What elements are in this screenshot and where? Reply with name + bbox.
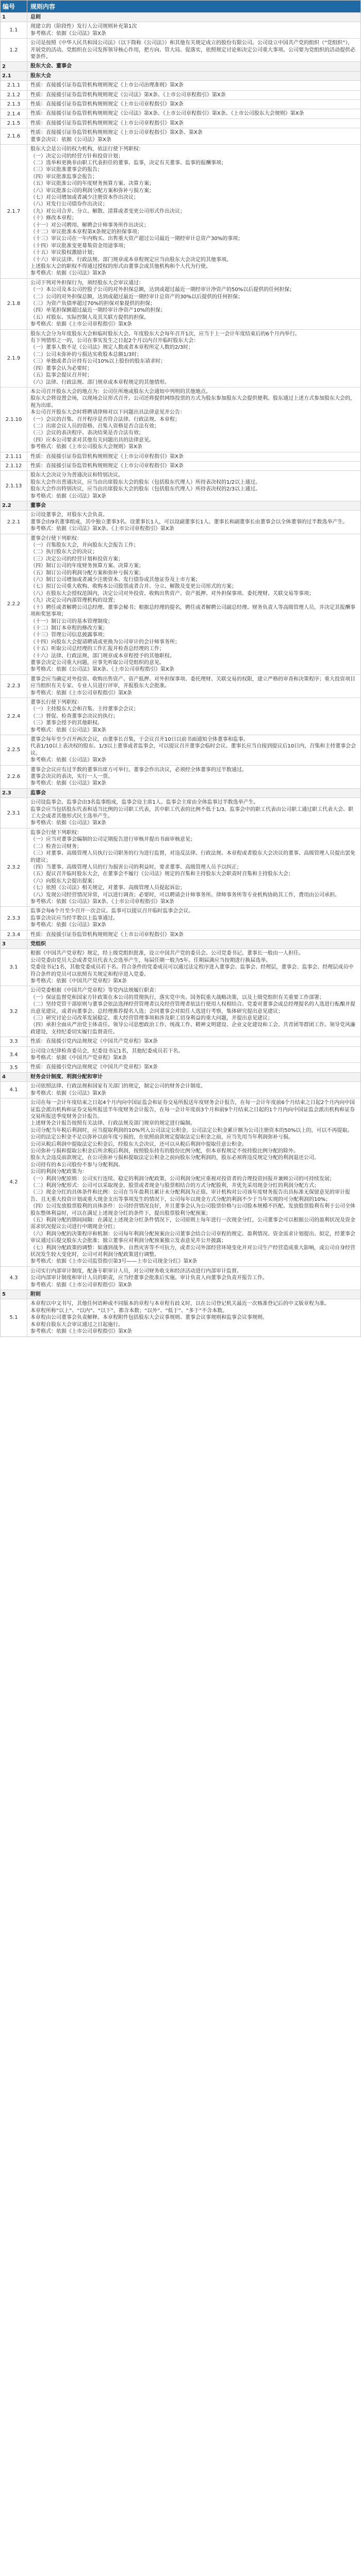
content-line: 股东大会作出普通决议，应当由出席股东大会的股东（包括股东代理人）所持表决权的1/2以上通过。 (30, 479, 261, 485)
content-line: 参考格式：依据《公司法》第X条 (30, 781, 106, 787)
content-line: （六）审议批准公司的利润分配方案和弥补亏损方案； (30, 188, 154, 194)
row-number: 2.2 (1, 501, 27, 510)
content-line: 公司的法定公积金不足以弥补以前年度亏损的，在依照前款规定提取法定公积金之前，应当先用当年利润弥补亏损。 (30, 1134, 293, 1141)
row-content (27, 387, 360, 452)
content-line: 上述财务会计报告按照有关法律、行政法规及部门规章的规定进行编制。 (30, 1121, 195, 1127)
row-content (27, 109, 360, 118)
content-line: （八）发现公司经营情况异常，可以进行调查；必要时，可以聘请会计师事务所、律师事务所等专业机构协助其工作，费用由公司承担。 (30, 892, 340, 898)
content-line: 参考格式：依据《上市公司章程指引》第X条 (30, 321, 132, 328)
content-line: 财务会计制度、利润分配和审计 (30, 1074, 103, 1080)
content-line: （五）对股东、实际控制人及其关联方提供的担保。 (30, 314, 149, 320)
row-number: 2.3.3 (1, 907, 27, 929)
row-number: 3.3 (1, 1037, 27, 1046)
row-content (27, 100, 360, 109)
table-row (1, 109, 360, 118)
table-row (1, 798, 360, 828)
content-line: （一）决定公司的经营方针和投资计划； (30, 153, 123, 159)
content-line: 股东大会作出特别决议，应当由出席股东大会的股东（包括股东代理人）所持表决权的2/3以上通过。 (30, 486, 261, 493)
row-number: 2.1.9 (1, 330, 27, 387)
content-line: 性质：直接援引证券监管机构规则规定《上市公司章程指引》第X条 (30, 463, 184, 469)
content-line: 公司持有的本公司股份不参与分配利润。 (30, 1162, 123, 1168)
row-number: 4.2 (1, 1098, 27, 1266)
row-content (27, 766, 360, 788)
content-line: 参考格式：依据《上市公司章程指引》第X条 (30, 1329, 132, 1335)
content-line: 参考格式：依据《公司法》第X条 (30, 820, 106, 826)
table-row (1, 698, 360, 735)
row-content (27, 501, 360, 510)
table-row (1, 674, 360, 698)
content-line: 性质：直接援引证券监管机构规则规定《公司法》第X条、《上市公司章程指引》第X条 (30, 92, 226, 98)
content-line: 性质：直接援引党内法规规定《中国共产党章程》第X条 (30, 1039, 158, 1045)
content-line: 公司的利润分配政策为： (30, 1169, 87, 1175)
row-content (27, 1290, 360, 1299)
content-line: 公司分配当年税后利润时，应当提取利润的10%列入公司法定公积金。公司法定公积金累计额为公司注册资本的50%以上的，可以不再提取。 (30, 1127, 353, 1133)
table-row (1, 99, 360, 109)
content-line: （三）决定公司的经营计划和投资方案； (30, 556, 123, 562)
content-line: （二）选举和更换非由职工代表担任的董事、监事，决定有关董事、监事的报酬事项； (30, 160, 226, 166)
table-row (1, 461, 360, 470)
content-line: 参考格式：依据《公司法》第X条、《上市公司章程指引》第X条 (30, 667, 174, 673)
content-line: （三）为资产负债率超过70%的担保对象提供的担保； (30, 301, 156, 307)
content-line: （十）聘任或者解聘公司总经理、董事会秘书；根据总经理的提名，聘任或者解聘公司副总经理、财务负责人等高级管理人员，并决定其报酬事项和奖惩事项； (30, 604, 355, 618)
row-content (27, 330, 360, 387)
content-line: 公司弥补亏损和提取公积金后所余税后利润，按照股东持有的股份比例分配，但本章程规定不按持股比例分配的除外。 (30, 1148, 299, 1154)
content-line: 代表1/10以上表决权的股东、1/3以上董事或者监事会，可以提议召开董事会临时会议。董事长应当自接到提议后10日内，召集和主持董事会会议。 (30, 743, 356, 756)
section-row (1, 939, 360, 948)
row-number: 2.2.3 (1, 675, 27, 698)
table-row (1, 118, 360, 128)
content-line: 公司党委根据《中国共产党章程》等党内法规履行职责： (30, 988, 159, 994)
row-number: 3 (1, 940, 27, 948)
content-line: （三）现金分红的具体条件和比例：公司在当年盈利且累计未分配利润为正值、审计机构对公司该年度财务报告出具标准无保留意见的审计报告、且无重大投资计划或重大现金支出等事项发生的情况下，公司每年以现金方式分配的利润不少于当年实现的可分配利润的10%； (30, 1190, 350, 1202)
content-line: （十三）管理公司信息披露事项； (30, 632, 108, 638)
content-line: 本章程自股东大会审议通过之日起施行。 (30, 1321, 123, 1328)
row-content (27, 452, 360, 461)
row-number: 2.3 (1, 789, 27, 798)
content-line: 总则 (30, 14, 41, 20)
content-line: 参考格式：依据《公司法》第X条、《上市公司章程指引》第X条 (30, 526, 174, 532)
content-line: （七）拟订公司重大收购、收购本公司股票或者合并、分立、解散及变更公司形式的方案； (30, 584, 237, 590)
row-number: 5.1 (1, 1299, 27, 1336)
table-row (1, 387, 360, 452)
content-line: （七）利润分配政策的调整：如遇到战争、自然灾害等不可抗力，或者公司外部经营环境变化并对公司生产经营造成重大影响，或公司自身经营状况发生较大变化时，公司可对利润分配政策进行调整。 (30, 1245, 355, 1258)
content-line: （四）审议批准监事会报告； (30, 174, 97, 180)
row-content (27, 949, 360, 986)
content-line: （三）董事会授予的其他职权。 (30, 720, 103, 726)
row-content (27, 13, 360, 22)
content-line: （五）提议召开临时股东大会，在董事会不履行《公司法》规定的召集和主持股东大会职责时召集和主持股东大会； (30, 871, 293, 877)
content-line: 公司在每一会计年度结束之日起4个月内向中国证监会和证券交易所报送年度财务会计报告，在每一会计年度前6个月结束之日起2个月内向中国证监会派出机构和证券交易所报送半年度财务会计报告，在每一会计年度前3个月和前9个月结束之日起的1个月内向中国证监会派出机构和证券交易所报送季度财务会计报告。 (30, 1100, 355, 1120)
content-line: （十）修改本章程； (30, 215, 77, 222)
content-line: 现建立的（阶段性）发行人公司规则补充第1次 (30, 24, 137, 30)
content-line: （二）检查公司财务； (30, 843, 82, 850)
content-line: 董事会决议的表决，实行一人一票。 (30, 774, 113, 780)
content-line: （一）会议的召集、召开程序是否符合法律、行政法规、本章程； (30, 416, 180, 422)
section-row (1, 501, 360, 510)
content-line: （一）应当对董事会编制的公司定期报告进行审核并提出书面审核意见； (30, 837, 195, 843)
content-line: 参考格式：依据《公司法》第X条、《上市公司章程指引》第X条 (30, 899, 174, 905)
row-number: 2.1.3 (1, 100, 27, 109)
content-line: 性质：直接援引证券监管机构规则规定《上市公司章程指引》第X条 (30, 101, 184, 108)
content-line: （五）制订公司的利润分配方案和弥补亏损方案； (30, 570, 144, 576)
row-number: 2.3.1 (1, 798, 27, 828)
section-row (1, 12, 360, 22)
row-content (27, 534, 360, 674)
content-line: （四）制订公司的年度财务预算方案、决算方案； (30, 563, 144, 569)
header-content: 规则内容 (30, 3, 56, 10)
content-line: 参考格式：依据《公司法》第X条 (30, 922, 106, 928)
row-content (27, 72, 360, 80)
content-line: 上述股东大会的职权不得通过授权的形式由董事会或其他机构和个人代为行使。 (30, 264, 211, 269)
content-line: 董事会由9名董事组成，其中独立董事3名。设董事长1人，可以设副董事长1人。董事长和副董事长由董事会以全体董事的过半数选举产生。 (30, 519, 348, 525)
content-line: 股东大会分为年度股东大会和临时股东大会。年度股东大会每年召开1次，应当于上一会计年度结束后的6个月内举行。 (30, 331, 300, 337)
row-number: 2.1.2 (1, 91, 27, 99)
content-line: （四）单笔担保额超过最近一期经审计净资产10%的担保； (30, 308, 166, 314)
content-line: 股东大会决议分为普通决议和特别决议。 (30, 472, 123, 479)
content-line: （三）对董事、高级管理人员执行公司职务的行为进行监督，对违反法律、行政法规、本章程或者股东大会决议的董事、高级管理人员提出罢免的建议； (30, 851, 355, 863)
row-content (27, 986, 360, 1037)
row-number: 2.1.12 (1, 462, 27, 470)
table-row (1, 828, 360, 906)
row-number: 2.2.6 (1, 766, 27, 788)
content-line: 董事会行使下列职权： (30, 535, 82, 541)
content-line: （三）单独或者合计持有公司10%以上股份的股东请求时； (30, 359, 166, 365)
row-number: 1 (1, 13, 27, 22)
table-row (1, 534, 360, 674)
table-row (1, 1037, 360, 1046)
row-content (27, 279, 360, 329)
table-row (1, 22, 360, 38)
content-line: （一）董事人数不足《公司法》规定人数或者本章程所定人数的2/3时； (30, 345, 194, 351)
section-row (1, 71, 360, 80)
table-row (1, 1081, 360, 1098)
row-number: 2.1.6 (1, 128, 27, 144)
content-line: 董事会 (30, 503, 46, 509)
content-line: 公司从税后利润中提取法定公积金后，经股东大会决议，还可以从税后利润中提取任意公积金。 (30, 1141, 247, 1147)
content-line: 性质：直接援引证券监管机构规则规定《上市公司章程指引》第X条、第X条 (30, 130, 203, 136)
content-line: 本公司召开股东大会的地点为：公司住所地或股东大会通知中列明的其他地点。 (30, 388, 211, 395)
row-content (27, 1047, 360, 1063)
table-row (1, 38, 360, 61)
row-number: 3.5 (1, 1063, 27, 1072)
row-number: 2.1 (1, 72, 27, 80)
row-number: 5 (1, 1290, 27, 1299)
content-line: 监事会 (30, 790, 46, 796)
content-line: （五）审议批准公司的年度财务预算方案、决算方案； (30, 181, 154, 187)
row-content (27, 1073, 360, 1081)
table-row (1, 765, 360, 788)
content-line: （三）审议批准董事会的报告； (30, 167, 103, 173)
content-line: 本公司召开股东大会时将聘请律师对以下问题出具法律意见并公告： (30, 410, 185, 416)
content-line: 董事会每年至少召开两次会议，由董事长召集，于会议召开10日以前书面通知全体董事和监事。 (30, 737, 249, 742)
content-line: 公司设立纪律检查委员会，纪委设书记1名，其他纪委成员若干名。 (30, 1048, 184, 1054)
content-line: 监事会每6个月至少召开一次会议。监事可以提议召开临时监事会会议。 (30, 908, 194, 914)
content-line: （十六）法律、行政法规、部门规章或本章程授予的其他职权。 (30, 653, 175, 659)
content-line: 公司设董事会，对股东大会负责。 (30, 512, 108, 518)
content-line: （三）研究讨论公司改革发展稳定、重大经营管理事项和涉及职工切身利益的重大问题，并提出意见建议； (30, 1015, 273, 1022)
row-number: 3.1 (1, 949, 27, 986)
row-content (27, 462, 360, 470)
content-line: （二）公司的对外担保总额，达到或超过最近一期经审计总资产的30%以后提供的任何担保； (30, 294, 243, 300)
content-line: 董事长行使下列职权： (30, 699, 82, 705)
content-line: （一）本公司及本公司控股子公司的对外担保总额，达到或超过最近一期经审计净资产的50%以后提供的任何担保； (30, 287, 295, 293)
content-line: 董事会会议应有过半数的董事出席方可举行。董事会作出决议，必须经全体董事的过半数通过。 (30, 767, 247, 773)
content-line: （四）应本公司要求对其他有关问题出具的法律意见。 (30, 437, 154, 443)
content-line: 参考格式：依据《公司法》第X条 (30, 30, 106, 37)
content-line: 性质：直接援引证券监管机构规则规定《上市公司章程指引》第X条 (30, 453, 184, 460)
content-line: 公司实行内部审计制度，配备专职审计人员，对公司财务收支和经济活动进行内部审计监督。 (30, 1268, 242, 1274)
content-line: 股东大会 (30, 73, 51, 79)
row-content (27, 22, 360, 38)
content-line: 股东大会、董事会 (30, 63, 72, 70)
content-line: （七）依照《公司法》相关规定，对董事、高级管理人员提起诉讼； (30, 885, 185, 891)
row-number: 2.2.5 (1, 735, 27, 765)
content-line: 性质：直接援引证券监管机构规则规定《上市公司治理准则》第X条 (30, 82, 184, 89)
content-line: 公司党委由党员大会或者党员代表大会选举产生，每届任期一般为5年。任期届满应当按期进行换届选举。 (30, 957, 271, 963)
row-number: 1.2 (1, 39, 27, 61)
row-number: 2.1.13 (1, 471, 27, 501)
content-line: 董事会决定公司重大问题，应事先听取公司党组织的意见。 (30, 659, 165, 666)
row-number: 3.4 (1, 1047, 27, 1063)
content-line: 参考格式：依据《公司法》第X条 (30, 757, 106, 764)
content-line: （十五）审议股权激励计划； (30, 250, 97, 256)
content-line: （六）制订公司增加或者减少注册资本、发行债券或其他证券及上市方案； (30, 577, 201, 583)
content-line: 监事会应当包括股东代表和适当比例的公司职工代表，其中职工代表的比例不低于1/3。监事会中的职工代表由公司职工通过职工代表大会、职工大会或者其他形式民主选举产生。 (30, 806, 354, 820)
row-content (27, 907, 360, 929)
table-row (1, 470, 360, 501)
row-content (27, 81, 360, 90)
row-number: 2.2.1 (1, 511, 27, 533)
row-content (27, 145, 360, 278)
table-row (1, 329, 360, 387)
table-row (1, 930, 360, 939)
content-line: （二）执行股东大会的决议； (30, 549, 97, 555)
content-line: 股东大会违反前款规定，在公司弥补亏损和提取法定公积金之前向股东分配利润的，股东必须将违反规定分配的利润退还公司。 (30, 1155, 319, 1161)
row-number: 2.1.11 (1, 452, 27, 461)
row-content (27, 1267, 360, 1290)
row-number: 2.1.1 (1, 81, 27, 90)
content-line: （一）利润分配原则：公司实行连续、稳定的利润分配政策，公司利润分配应重视对投资者的合理投资回报并兼顾公司的可持续发展； (30, 1176, 335, 1182)
content-line: （十三）审议公司在一年内购买、出售重大资产超过公司最近一期经审计总资产30%的事项； (30, 236, 243, 242)
content-line: （六）向股东大会提出提案； (30, 878, 97, 884)
row-content (27, 698, 360, 735)
content-line: （十五）听取公司总经理的工作汇报并检查总经理的工作； (30, 646, 165, 652)
content-line: （十四）审议批准变更募集资金用途事项； (30, 243, 128, 249)
content-line: （九）决定公司内部管理机构的设置； (30, 598, 118, 604)
row-content (27, 789, 360, 798)
row-number: 2.2.2 (1, 534, 27, 674)
content-line: 本章程所称“以上”、“以内”、“以下”，都含本数；“以外”、“低于”、“多于”不含本数。 (30, 1308, 228, 1314)
content-line: 公司设监事会。监事会由3名监事组成，监事会设主席1人。监事会主席由全体监事过半数选举产生。 (30, 800, 259, 806)
content-line: 参考格式：依据《公司法》第X条 (30, 270, 106, 277)
content-line: （十一）对公司聘用、解聘会计师事务所作出决议； (30, 222, 149, 228)
content-line: 有下列情形之一的，公司在事实发生之日起2个月以内召开临时股东大会： (30, 338, 199, 344)
content-line: 股东大会将设置会场，以现场会议形式召开。公司还将提供网络投票的方式为股东参加股东大会提供便利。股东通过上述方式参加股东大会的，视为出席。 (30, 396, 355, 409)
content-line: （四）董事会认为必要时； (30, 365, 92, 371)
table-header (1, 1, 360, 12)
section-row (1, 61, 360, 71)
content-line: 参考格式：依据《中国共产党章程》第X条 (30, 1055, 127, 1061)
content-line: （二）坚持党管干部原则与董事会依法选择经营管理者以及经营管理者依法行使用人权相结合。党委对董事会或总经理提名的人选进行酝酿并提出意见建议，或者向董事会、总经理推荐提名人选；会同董事会对拟任人选进行考察，集体研究提出意见建议； (30, 1002, 355, 1014)
content-line: （四）公司发放股票股利的具体条件：公司经营情况良好，并且董事会认为公司股票价格与公司股本规模不匹配、发放股票股利有利于公司全体股东整体利益时，可以在满足上述现金分红的条件下，提出股票股利分配预案； (30, 1204, 355, 1216)
content-line: 参考格式：依据《上市公司监管指引第3号——上市公司现金分红》第X条 (30, 1259, 198, 1265)
content-line: （四）承担全面从严治党主体责任。领导公司思想政治工作、统战工作、精神文明建设、企业文化建设和工会、共青团等群团工作。领导党风廉政建设，支持纪委切实履行监督责任。 (30, 1022, 355, 1035)
content-line: （一）主持股东大会和召集、主持董事会会议； (30, 706, 139, 713)
row-number: 2.3.2 (1, 828, 27, 906)
content-line: 公司依照法律、行政法规和国家有关部门的规定，制定公司的财务会计制度。 (30, 1083, 206, 1090)
content-line: （六）利润分配的决策程序和机制：公司每年利润分配预案由公司董事会结合公司章程的规定、盈利情况、资金需求计划提出、拟定，经董事会审议通过后提交股东大会批准；独立董事应对利润分配预案独立发表意见并公开披露； (30, 1231, 355, 1244)
content-line: 监事会决议应当经半数以上监事通过。 (30, 915, 118, 921)
table-row (1, 128, 360, 144)
row-content (27, 675, 360, 698)
content-line: 本章程由公司董事会负责解释。本章程附件包括股东大会议事规则、董事会议事规则和监事会议事规则。 (30, 1315, 268, 1321)
row-number: 2.1.5 (1, 119, 27, 128)
row-number: 3.2 (1, 986, 27, 1037)
content-line: （二）公司未弥补的亏损达实收股本总额1/3时； (30, 351, 142, 358)
content-line: 公司下列对外担保行为，须经股东大会审议通过： (30, 280, 144, 286)
content-line: 公司内部审计制度和审计人员的职责，应当经董事会批准后实施。审计负责人向董事会负责并报告工作。 (30, 1275, 268, 1281)
content-line: （七）对公司增加或者减少注册资本作出决议； (30, 194, 139, 200)
row-content (27, 62, 360, 71)
table-row (1, 80, 360, 90)
row-number: 2 (1, 62, 27, 71)
content-line: （六）法律、行政法规、部门规章或本章程规定的其他情形。 (30, 379, 170, 385)
table-row (1, 1062, 360, 1072)
content-line: （二）督促、检查董事会决议的执行； (30, 713, 118, 719)
content-line: 董事会应当确定对外投资、收购出售资产、资产抵押、对外担保事项、委托理财、关联交易的权限，建立严格的审查和决策程序；重大投资项目应当组织有关专家、专业人员进行评审，并报股东大会批准。 (30, 676, 355, 689)
row-number: 2.1.4 (1, 109, 27, 118)
content-line: 附则 (30, 1292, 41, 1298)
content-line: 党组织 (30, 941, 46, 947)
row-content (27, 930, 360, 939)
row-number: 2.2.4 (1, 698, 27, 735)
section-row (1, 788, 360, 798)
table-row (1, 1299, 360, 1336)
content-line: 监事会行使下列职权： (30, 829, 82, 836)
table-row (1, 510, 360, 533)
table-row (1, 144, 360, 278)
table-row (1, 986, 360, 1037)
content-line: 参考格式：依据《中国共产党章程》第X条 (30, 978, 127, 984)
row-number: 4 (1, 1073, 27, 1081)
content-line: 党委设书记1名，其他党委成员若干名。符合条件的党委成员可以通过法定程序进入董事会、监事会、经理层，董事会、监事会、经理层成员中符合条件的党员可以依照有关规定和程序进入党委。 (30, 964, 354, 977)
row-number: 2.1.10 (1, 387, 27, 452)
table-row (1, 906, 360, 929)
content-line: （四）当董事、高级管理人员的行为损害公司的利益时，要求董事、高级管理人员予以纠正； (30, 864, 242, 870)
row-content (27, 39, 360, 61)
row-content (27, 735, 360, 765)
table-row (1, 948, 360, 986)
content-line: 公司是按照《中华人民共和国公司法》（以下简称《公司法》）和其他有关规定成立的股份有限公司。公司设立中国共产党的组织（“党组织”），开展党的活动。党组织在公司发挥领导核心作用，把方向、管大局、促落实，依照规定讨论和决定公司重大事项。公司要为党组织的活动提供必要条件。 (30, 40, 355, 60)
row-number: 2.3.4 (1, 930, 27, 939)
content-line: 性质：直接援引证券监管机构规则规定《上市公司章程指引》第X条 (30, 931, 184, 938)
content-line: 股东大会是公司的权力机构，依法行使下列职权： (30, 146, 144, 152)
content-line: （五）利润分配的期间间隔：在满足上述现金分红条件情况下，公司原则上每年进行一次现金分红，公司董事会可以根据公司的盈利状况及资金需求状况提议公司进行中期现金分红； (30, 1217, 355, 1230)
content-line: 参考格式：依据《上市公司章程指引》第X条 (30, 1282, 132, 1288)
content-line: （二）利润分配形式：公司可以采取现金、股票或者现金与股票相结合的方式分配股利，并优先采用现金分红的利润分配方式； (30, 1182, 319, 1189)
table-row (1, 1098, 360, 1266)
content-line: （八）在股东大会授权范围内，决定公司对外投资、收购出售资产、资产抵押、对外担保事项、委托理财、关联交易等事项； (30, 590, 314, 597)
content-line: （十四）向股东大会提请聘请或更换为公司审计的会计师事务所； (30, 639, 180, 645)
content-line: （十二）制订本章程的修改方案； (30, 625, 108, 631)
row-content (27, 940, 360, 948)
content-line: 性质：直接援引证券监管机构规则规定《公司法》第X条、《上市公司章程指引》第X条、《上市公司股东大会规则》第X条 (30, 111, 304, 117)
row-content (27, 1299, 360, 1336)
row-content (27, 128, 360, 144)
table-body (1, 12, 360, 1336)
row-content (27, 1037, 360, 1046)
content-line: （一）保证监督党和国家方针政策在本公司的贯彻执行，落实党中央、国务院重大战略决策，以及上级党组织有关重要工作部署； (30, 994, 324, 1001)
row-content (27, 1082, 360, 1098)
content-line: 本章程以中文书写，其他任何语种或不同版本的章程与本章程有歧义时，以在公司登记机关最近一次核准登记后的中文版章程为准。 (30, 1301, 330, 1307)
row-content (27, 471, 360, 501)
row-content (27, 1063, 360, 1072)
header-number: 编号 (1, 1, 27, 12)
content-line: 参考格式：依据《公司法》第X条 (30, 493, 106, 499)
content-line: 参考格式：依据《公司法》第X条 (30, 727, 106, 733)
content-line: （十二）审议批准本章程第X条规定的担保事项； (30, 229, 142, 235)
content-line: （一）召集股东大会，并向股东大会报告工作； (30, 543, 139, 549)
table-row (1, 1046, 360, 1063)
row-content (27, 91, 360, 99)
content-line: （三）会议的表决程序、表决结果是否合法有效； (30, 430, 144, 436)
row-number: 2.1.8 (1, 279, 27, 329)
content-line: 根据《中国共产党章程》规定，经上级党组织批准，设立中国共产党的委员会。公司党委书记、董事长一般由一人担任。 (30, 951, 304, 957)
table-row (1, 452, 360, 461)
content-line: 参考格式：依据《上市公司股东大会规则》第X条 (30, 444, 142, 450)
content-line: 性质：直接援引党内法规规定《中国共产党章程》第X条 (30, 1064, 158, 1071)
content-line: （八）对发行公司债券作出决议； (30, 201, 108, 208)
row-content (27, 1098, 360, 1266)
content-line: （五）监事会提议召开时； (30, 372, 92, 379)
row-number: 2.1.7 (1, 145, 27, 278)
content-line: （十六）审议法律、行政法规、部门规章或本章程规定应当由股东大会决定的其他事项。 (30, 257, 232, 263)
content-line: 参考格式：依据《上市公司章程指引》第X条 (30, 690, 132, 696)
section-row (1, 1290, 360, 1299)
row-number: 4.3 (1, 1267, 27, 1290)
row-content (27, 511, 360, 533)
row-number: 4.1 (1, 1082, 27, 1098)
content-line: 性质：直接援引证券监管机构规则规定《上市公司章程指引》第X条 (30, 120, 184, 126)
table-row (1, 90, 360, 99)
content-line: （十一）制订公司的基本管理制度； (30, 618, 113, 624)
content-line: （二）出席会议人员的资格、召集人资格是否合法有效； (30, 423, 159, 429)
section-row (1, 1072, 360, 1081)
row-content (27, 119, 360, 128)
content-line: 董事会决议：依据《公司法》第X条 (30, 137, 111, 143)
table-row (1, 735, 360, 765)
row-content (27, 798, 360, 828)
table-row (1, 278, 360, 329)
table-row (1, 1266, 360, 1290)
row-content (27, 828, 360, 906)
content-line: （九）对公司合并、分立、解散、清算或者变更公司形式作出决议； (30, 208, 185, 214)
row-number: 1.1 (1, 22, 27, 38)
content-line: 参考格式：依据《公司法》第X条 (30, 1090, 106, 1096)
